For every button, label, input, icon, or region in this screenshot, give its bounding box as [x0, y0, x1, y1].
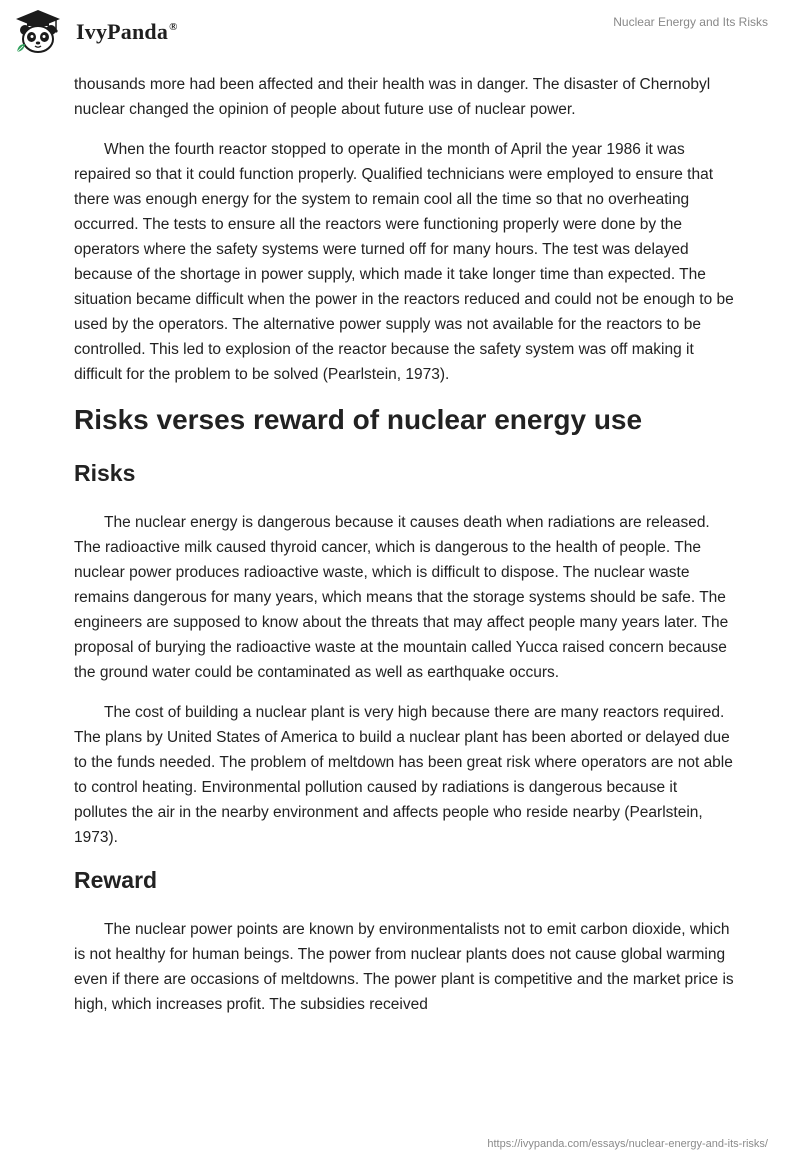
paragraph: The nuclear energy is dangerous because it causes death when radiations are released. The radioactive milk caused thyroid cancer, which is dangerous to the health of people. The nuclear power produces radioactive waste, which is difficult to dispose. The nuclear waste remains dangerous for many years, which means that the storage systems should be safe. The engineers are supposed to know about the threats that may affect people many years later. The proposal of burying the radioactive waste at the mountain called Yucca raised concern because the ground water could be contaminated as well as earthquake occurs. [74, 514, 729, 681]
essay-title: Nuclear Energy and Its Risks [613, 15, 768, 29]
paragraph: When the fourth reactor stopped to operate in the month of April the year 1986 it was repaired so that it could function properly. Qualified technicians were employed to ensure that there was enough energy for the system to remain cool all the time so that no overheating occurred. The tests to ensure all the reactors were functioning properly were done by the operators where the safety systems were turned off for many hours. The test was delayed because of the shortage in power supply, which made it take longer time than expected. The situation became difficult when the power in the reactors reduced and could not be enough to be used by the operators. The alternative power supply was not available for the reactors to be controlled. This led to explosion of the reactor because the safety system was off making it difficult for the problem to be solved (Pearlstein, 1973). [74, 141, 734, 383]
panda-graduate-icon[interactable] [14, 8, 62, 56]
subsection-heading-risks: Risks [74, 460, 136, 486]
brand-name[interactable] [76, 19, 178, 45]
paragraph: The cost of building a nuclear plant is very high because there are many reactors required. The plans by United States of America to build a nuclear plant has been aborted or delayed due to the funds needed. The problem of meltdown has been great risk where operators are not able to control heating. Environmental pollution caused by radiations is dangerous because it pollutes the air in the nearby environment and affects people who reside nearby (Pearlstein, 1973). [74, 704, 733, 846]
article-body [74, 72, 734, 1032]
page-header [0, 0, 800, 66]
paragraph: thousands more had been affected and their health was in danger. The disaster of Chernobyl nuclear changed the opinion of people about future use of nuclear power. [74, 76, 711, 118]
subsection-heading-reward: Reward [74, 867, 158, 893]
registered-mark: ® [169, 21, 178, 33]
paragraph: The nuclear power points are known by environmentalists not to emit carbon dioxide, which is not healthy for human beings. The power from nuclear plants does not cause global warming even if there are occasions of meltdowns. The power plant is competitive and the market price is high, which increases profit. The subsidies received [74, 921, 734, 1013]
section-heading: Risks verses reward of nuclear energy use [74, 404, 643, 435]
source-url[interactable]: https://ivypanda.com/essays/nuclear-energy-and-its-risks/ [487, 1138, 768, 1150]
brand-text: IvyPanda [76, 19, 169, 44]
